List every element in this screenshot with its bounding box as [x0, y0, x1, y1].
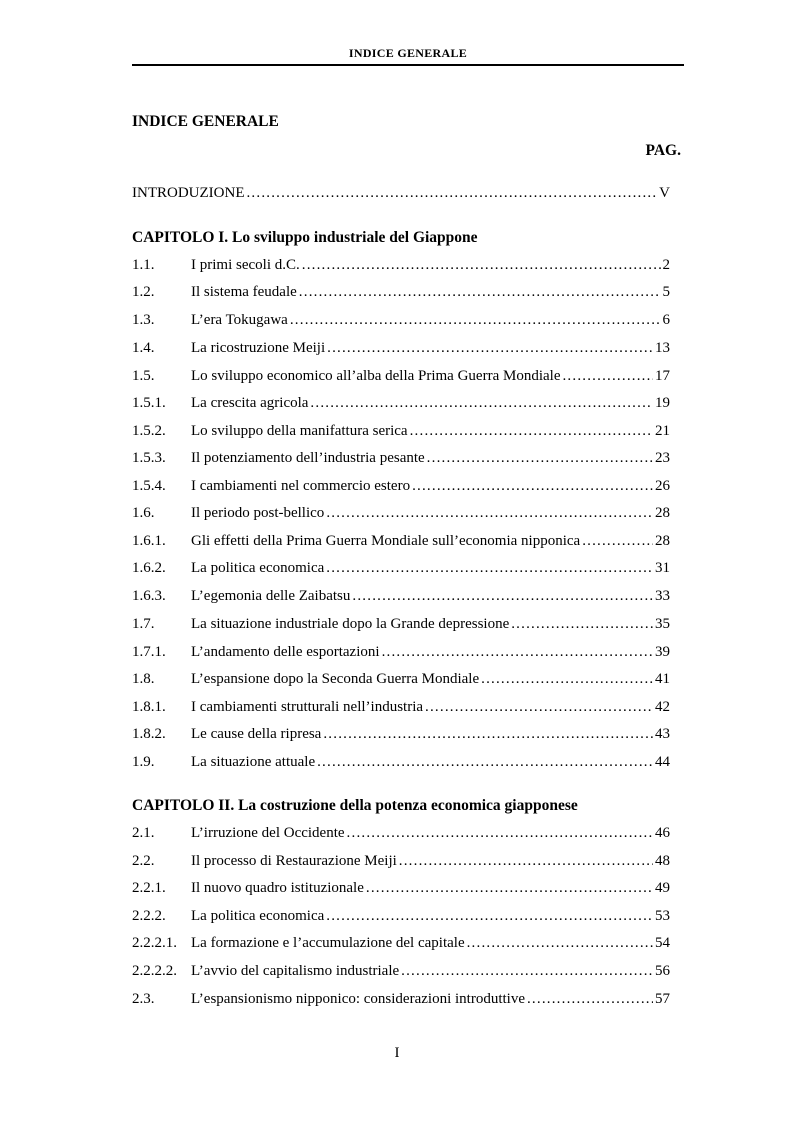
pag-column-label: PAG. — [645, 142, 681, 159]
toc-entry-title: L’espansione dopo la Seconda Guerra Mondiale — [191, 671, 480, 687]
toc-entry-page: 44 — [655, 754, 670, 770]
toc-entry-title: Il potenziamento dell’industria pesante — [191, 450, 425, 466]
toc-entry-page: 26 — [655, 478, 670, 494]
toc-entry-title: Il processo di Restaurazione Meiji — [191, 853, 397, 869]
toc-entry-title: L’era Tokugawa — [191, 312, 288, 328]
toc-entry-title: Il periodo post-bellico — [191, 505, 325, 521]
toc-entry[interactable] — [132, 961, 670, 981]
toc-entry-number: 2.2.2. — [132, 908, 166, 924]
toc-entry-number: 1.5.2. — [132, 423, 166, 439]
toc-entry-number: 1.3. — [132, 312, 155, 328]
toc-entry-title: L’andamento delle esportazioni — [191, 644, 380, 660]
dot-leader — [410, 421, 653, 441]
toc-entry-number: 1.9. — [132, 754, 155, 770]
toc-entry-title: L’espansionismo nipponico: considerazioni introduttive — [191, 991, 525, 1007]
toc-entry-title: Il nuovo quadro istituzionale — [191, 880, 364, 896]
toc-entry-page: 35 — [655, 616, 670, 632]
toc-entry[interactable] — [132, 823, 670, 843]
dot-leader — [302, 255, 661, 275]
toc-entry[interactable] — [132, 503, 670, 523]
toc-entry-title: La politica economica — [191, 560, 325, 576]
toc-entry-page: 42 — [655, 699, 670, 715]
toc-entry[interactable] — [132, 724, 670, 744]
toc-entry[interactable] — [132, 338, 670, 358]
toc-entry-number: 2.1. — [132, 825, 155, 841]
toc-entry-title: I cambiamenti strutturali nell’industria — [191, 699, 424, 715]
toc-entry-page: 17 — [655, 368, 670, 384]
dot-leader — [326, 503, 653, 523]
dot-leader — [323, 724, 653, 744]
toc-entry-introduction[interactable] — [132, 183, 670, 203]
toc-entry-number: 1.5.3. — [132, 450, 166, 466]
dot-leader — [246, 183, 657, 203]
toc-entry-title: L’irruzione del Occidente — [191, 825, 345, 841]
toc-entry-page: 48 — [655, 853, 670, 869]
dot-leader — [326, 906, 653, 926]
toc-entry-page: 41 — [655, 671, 670, 687]
dot-leader — [326, 558, 653, 578]
dot-leader — [401, 961, 653, 981]
toc-entry-page: 2 — [662, 257, 670, 273]
toc-entry-page: 31 — [655, 560, 670, 576]
toc-entry-page: 5 — [662, 284, 670, 300]
toc-entry-page: 49 — [655, 880, 670, 896]
toc-entry-page: V — [659, 185, 670, 201]
dot-leader — [427, 448, 653, 468]
dot-leader — [412, 476, 653, 496]
toc-entry-title: I primi secoli d.C. — [191, 257, 300, 273]
toc-entry[interactable] — [132, 393, 670, 413]
toc-entry-page: 21 — [655, 423, 670, 439]
toc-entry-page: 28 — [655, 505, 670, 521]
toc-entry-page: 54 — [655, 935, 670, 951]
dot-leader — [290, 310, 661, 330]
toc-entry-title: Lo sviluppo della manifattura serica — [191, 423, 408, 439]
toc-entry-number: 1.5.1. — [132, 395, 166, 411]
toc-entry-page: 13 — [655, 340, 670, 356]
toc-entry-page: 6 — [662, 312, 670, 328]
toc-entry-title: I cambiamenti nel commercio estero — [191, 478, 411, 494]
toc-entry-page: 28 — [655, 533, 670, 549]
toc-entry-page: 19 — [655, 395, 670, 411]
toc-entry-number: 1.6. — [132, 505, 155, 521]
dot-leader — [582, 531, 653, 551]
toc-entry-page: 53 — [655, 908, 670, 924]
toc-entry[interactable] — [132, 448, 670, 468]
toc-entry-title: La politica economica — [191, 908, 325, 924]
toc-entry-number: 2.2. — [132, 853, 155, 869]
toc-entry[interactable] — [132, 558, 670, 578]
toc-entry[interactable] — [132, 255, 670, 275]
toc-entry-page: 57 — [655, 991, 670, 1007]
dot-leader — [399, 851, 653, 871]
toc-entry-title: INTRODUZIONE — [132, 185, 245, 201]
dot-leader — [352, 586, 653, 606]
dot-leader — [299, 282, 661, 302]
toc-entry-page: 43 — [655, 726, 670, 742]
toc-entry-page: 39 — [655, 644, 670, 660]
toc-entry-page: 56 — [655, 963, 670, 979]
toc-entry-number: 1.5.4. — [132, 478, 166, 494]
toc-entry-title: La situazione industriale dopo la Grande depressione — [191, 616, 510, 632]
toc-entry[interactable] — [132, 906, 670, 926]
toc-entry-title: La ricostruzione Meiji — [191, 340, 326, 356]
toc-entry-number: 2.2.1. — [132, 880, 166, 896]
toc-entry-title: La crescita agricola — [191, 395, 309, 411]
dot-leader — [481, 669, 653, 689]
running-header: INDICE GENERALE — [348, 46, 468, 60]
toc-entry[interactable] — [132, 669, 670, 689]
chapter-2-heading[interactable]: CAPITOLO II. La costruzione della potenza economica giapponese — [132, 797, 578, 814]
toc-entry-number: 1.6.2. — [132, 560, 166, 576]
toc-entry-number: 1.8.1. — [132, 699, 166, 715]
toc-entry[interactable] — [132, 586, 670, 606]
toc-entry[interactable] — [132, 878, 670, 898]
toc-entry[interactable] — [132, 421, 670, 441]
dot-leader — [527, 989, 653, 1009]
dot-leader — [310, 393, 653, 413]
toc-entry[interactable] — [132, 697, 670, 717]
dot-leader — [467, 933, 653, 953]
toc-entry-title: Gli effetti della Prima Guerra Mondiale sull’economia nipponica — [191, 533, 581, 549]
toc-entry[interactable] — [132, 614, 670, 634]
toc-entry[interactable] — [132, 282, 670, 302]
dot-leader — [425, 697, 653, 717]
page-title: INDICE GENERALE — [132, 113, 279, 130]
toc-entry[interactable] — [132, 851, 670, 871]
toc-entry[interactable] — [132, 310, 670, 330]
toc-entry-title: La formazione e l’accumulazione del capitale — [191, 935, 465, 951]
dot-leader — [366, 878, 653, 898]
toc-entry-number: 1.6.1. — [132, 533, 166, 549]
toc-entry[interactable] — [132, 476, 670, 496]
toc-entry[interactable] — [132, 752, 670, 772]
toc-entry[interactable] — [132, 933, 670, 953]
toc-entry-title: Il sistema feudale — [191, 284, 297, 300]
toc-entry-number: 1.7.1. — [132, 644, 166, 660]
toc-entry-number: 2.2.2.1. — [132, 935, 177, 951]
toc-entry[interactable] — [132, 366, 670, 386]
toc-entry-title: L’avvio del capitalismo industriale — [191, 963, 400, 979]
toc-entry-title: La situazione attuale — [191, 754, 316, 770]
dot-leader — [347, 823, 653, 843]
toc-entry-title: Le cause della ripresa — [191, 726, 322, 742]
toc-entry-number: 1.4. — [132, 340, 155, 356]
toc-entry-number: 1.1. — [132, 257, 155, 273]
dot-leader — [562, 366, 653, 386]
toc-entry-page: 33 — [655, 588, 670, 604]
toc-entry[interactable] — [132, 531, 670, 551]
dot-leader — [317, 752, 653, 772]
toc-entry[interactable] — [132, 989, 670, 1009]
page-number: I — [394, 1045, 400, 1061]
toc-entry-number: 1.8. — [132, 671, 155, 687]
chapter-1-heading[interactable]: CAPITOLO I. Lo sviluppo industriale del Giappone — [132, 229, 478, 246]
toc-entry[interactable] — [132, 642, 670, 662]
header-rule — [132, 64, 684, 66]
toc-entry-number: 2.2.2.2. — [132, 963, 177, 979]
toc-entry-number: 2.3. — [132, 991, 155, 1007]
toc-entry-page: 46 — [655, 825, 670, 841]
toc-entry-number: 1.5. — [132, 368, 155, 384]
toc-entry-number: 1.2. — [132, 284, 155, 300]
toc-entry-page: 23 — [655, 450, 670, 466]
toc-entry-title: L’egemonia delle Zaibatsu — [191, 588, 351, 604]
toc-entry-number: 1.7. — [132, 616, 155, 632]
toc-entry-title: Lo sviluppo economico all’alba della Prima Guerra Mondiale — [191, 368, 561, 384]
toc-entry-number: 1.6.3. — [132, 588, 166, 604]
toc-entry-number: 1.8.2. — [132, 726, 166, 742]
dot-leader — [511, 614, 653, 634]
dot-leader — [327, 338, 653, 358]
dot-leader — [382, 642, 653, 662]
